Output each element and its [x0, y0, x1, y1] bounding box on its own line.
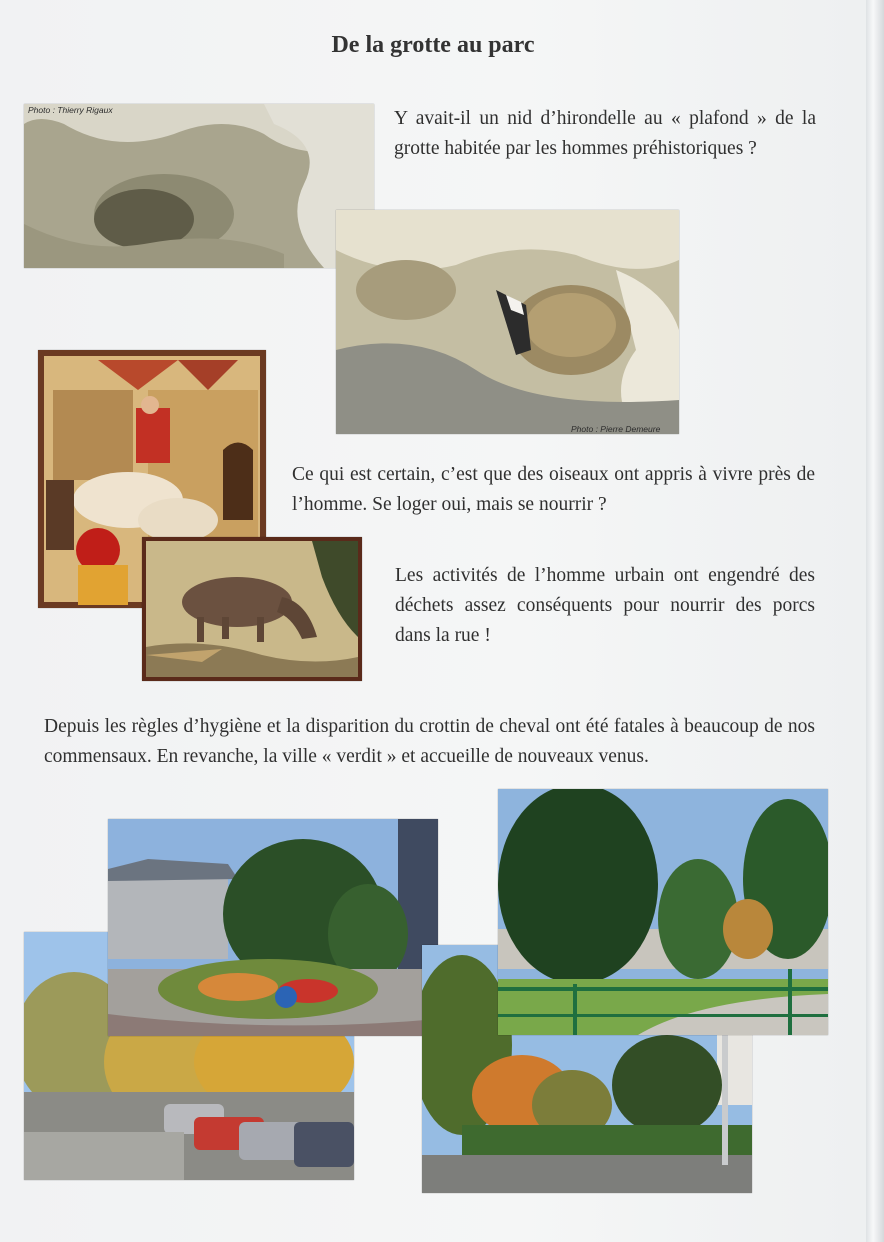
photo-credit-cave-1: Photo : Thierry Rigaux: [28, 105, 113, 115]
photo-credit-cave-2: Photo : Pierre Demeure: [571, 424, 661, 434]
page-edge: [866, 0, 884, 1242]
page-title: De la grotte au parc: [331, 32, 535, 58]
paragraph-birds: Ce qui est certain, c’est que des oiseaux ont appris à vivre près de l’homme. Se loger oui, mais se nourrir ?: [292, 464, 815, 515]
roundabout-photo: [108, 819, 438, 1036]
paragraph-swallow: Y avait-il un nid d’hirondelle au « plafond » de la grotte habitée par les hommes préhistoriques ?: [394, 108, 816, 159]
pig-illustration: [142, 537, 362, 681]
cave-ceiling-photo: [24, 104, 374, 268]
paragraph-city: Depuis les règles d’hygiène et la disparition du crottin de cheval ont été fatales à beaucoup de nos commensaux. En revanche, la ville « verdit » et accueille de nouveaux venus.: [44, 716, 815, 767]
swallow-nest-photo: [336, 210, 679, 434]
park-photo: [498, 789, 828, 1035]
paragraph-pigs: Les activités de l’homme urbain ont engendré des déchets assez conséquents pour nourrir des porcs dans la rue !: [395, 565, 815, 646]
